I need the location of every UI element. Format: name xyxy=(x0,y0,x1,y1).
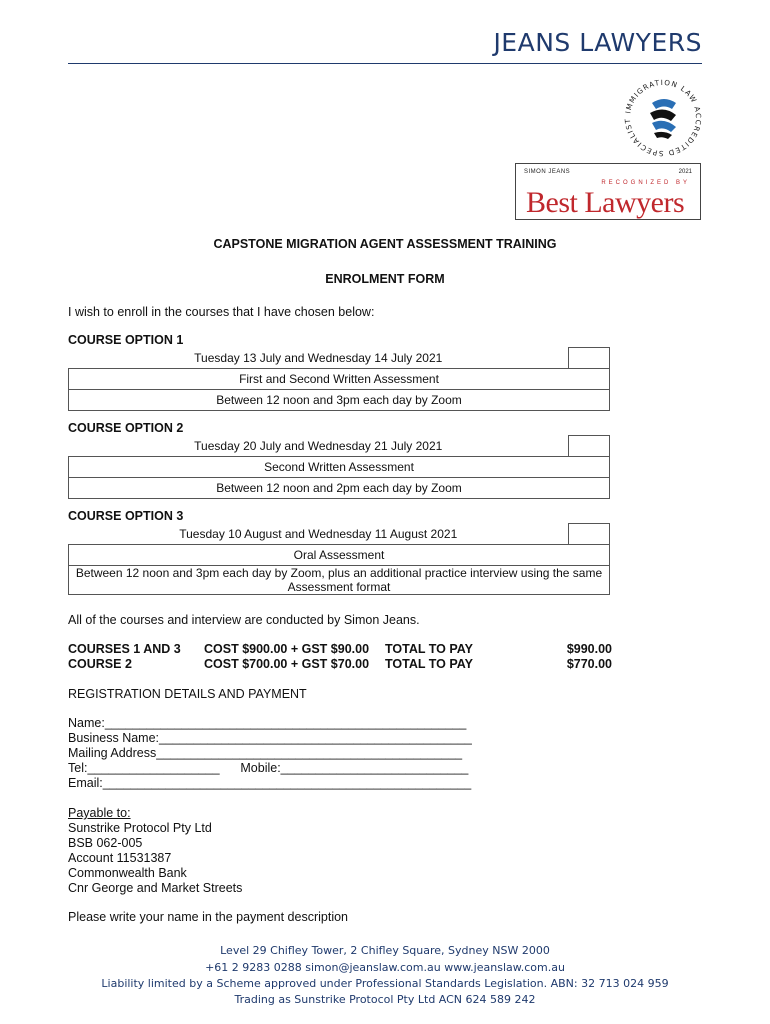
intro-text: I wish to enroll in the courses that I have chosen below: xyxy=(68,305,375,319)
mailing-address-field[interactable]: Mailing Address____________________________________________ xyxy=(68,746,463,760)
price-1-total-label: TOTAL TO PAY xyxy=(385,642,473,656)
accredited-specialist-seal xyxy=(622,77,704,159)
seal-text: IMMIGRATION LAW ACCREDITED SPECIALIST xyxy=(622,77,704,159)
firm-name: JEANS LAWYERS xyxy=(493,28,702,57)
course-1-time: Between 12 noon and 3pm each day by Zoom xyxy=(69,390,610,411)
course-1-heading: COURSE OPTION 1 xyxy=(68,333,184,347)
page-title: CAPSTONE MIGRATION AGENT ASSESSMENT TRAINING xyxy=(213,237,557,251)
registration-fields xyxy=(68,716,472,791)
price-2-label: COURSE 2 xyxy=(68,657,132,671)
conducted-text: All of the courses and interview are conducted by Simon Jeans. xyxy=(68,613,420,627)
course-2-table xyxy=(68,435,610,499)
course-3-heading: COURSE OPTION 3 xyxy=(68,509,184,523)
business-name-field[interactable]: Business Name:_____________________________________________ xyxy=(68,731,472,745)
registration-heading: REGISTRATION DETAILS AND PAYMENT xyxy=(68,687,307,701)
price-1-label: COURSES 1 AND 3 xyxy=(68,642,181,656)
payable-line: Commonwealth Bank xyxy=(68,866,187,880)
course-2-heading: COURSE OPTION 2 xyxy=(68,421,184,435)
payable-line: Account 11531387 xyxy=(68,851,172,865)
name-field[interactable]: Name:____________________________________________________ xyxy=(68,716,467,730)
footer-contact: +61 2 9283 0288 simon@jeanslaw.com.au www.jeanslaw.com.au xyxy=(205,961,565,974)
footer-address: Level 29 Chifley Tower, 2 Chifley Square, Sydney NSW 2000 xyxy=(220,944,550,957)
course-3-assessment: Oral Assessment xyxy=(69,545,610,566)
badge-year: 2021 xyxy=(678,169,692,175)
seal-emblem-icon xyxy=(650,99,676,139)
price-2-cost: COST $700.00 + GST $70.00 xyxy=(204,657,370,671)
course-3-dates: Tuesday 10 August and Wednesday 11 August 2021 xyxy=(69,524,569,545)
course-3-time: Between 12 noon and 3pm each day by Zoom, plus an additional practice interview using the same Assessment format xyxy=(69,566,610,595)
form-subtitle: ENROLMENT FORM xyxy=(325,272,445,286)
price-2-total-label: TOTAL TO PAY xyxy=(385,657,473,671)
best-lawyers-badge xyxy=(515,163,701,220)
course-2-time: Between 12 noon and 2pm each day by Zoom xyxy=(69,478,610,499)
course-1-table xyxy=(68,347,610,411)
email-field[interactable]: Email:_____________________________________________________ xyxy=(68,776,472,790)
course-1-checkbox[interactable] xyxy=(569,348,610,369)
payment-note: Please write your name in the payment description xyxy=(68,910,349,924)
course-2-assessment: Second Written Assessment xyxy=(69,457,610,478)
badge-name: SIMON JEANS xyxy=(524,169,571,175)
payable-line: Cnr George and Market Streets xyxy=(68,881,243,895)
svg-text:IMMIGRATION LAW ACCREDITED SPE xyxy=(623,78,703,158)
header-rule xyxy=(68,63,702,64)
course-2-checkbox[interactable] xyxy=(569,436,610,457)
course-2-dates: Tuesday 20 July and Wednesday 21 July 2021 xyxy=(69,436,569,457)
footer-trading: Trading as Sunstrike Protocol Pty Ltd ACN 624 589 242 xyxy=(234,993,536,1006)
tel-mobile-field[interactable]: Tel:___________________ Mobile:___________________________ xyxy=(68,761,469,775)
price-2-total: $770.00 xyxy=(566,657,612,671)
footer-liability: Liability limited by a Scheme approved under Professional Standards Legislation. ABN: 32 713 024 959 xyxy=(101,977,669,990)
price-1-cost: COST $900.00 + GST $90.00 xyxy=(204,642,370,656)
course-3-table xyxy=(68,523,610,595)
course-1-assessment: First and Second Written Assessment xyxy=(69,369,610,390)
course-1-dates: Tuesday 13 July and Wednesday 14 July 2021 xyxy=(69,348,569,369)
payable-line: Sunstrike Protocol Pty Ltd xyxy=(68,821,212,835)
course-3-checkbox[interactable] xyxy=(569,524,610,545)
payable-line: BSB 062-005 xyxy=(68,836,143,850)
badge-brand: Best Lawyers xyxy=(526,186,685,219)
price-1-total: $990.00 xyxy=(566,642,612,656)
payable-block xyxy=(68,806,242,896)
payable-heading: Payable to: xyxy=(68,806,131,820)
badge-recognized: RECOGNIZED BY xyxy=(601,180,690,186)
